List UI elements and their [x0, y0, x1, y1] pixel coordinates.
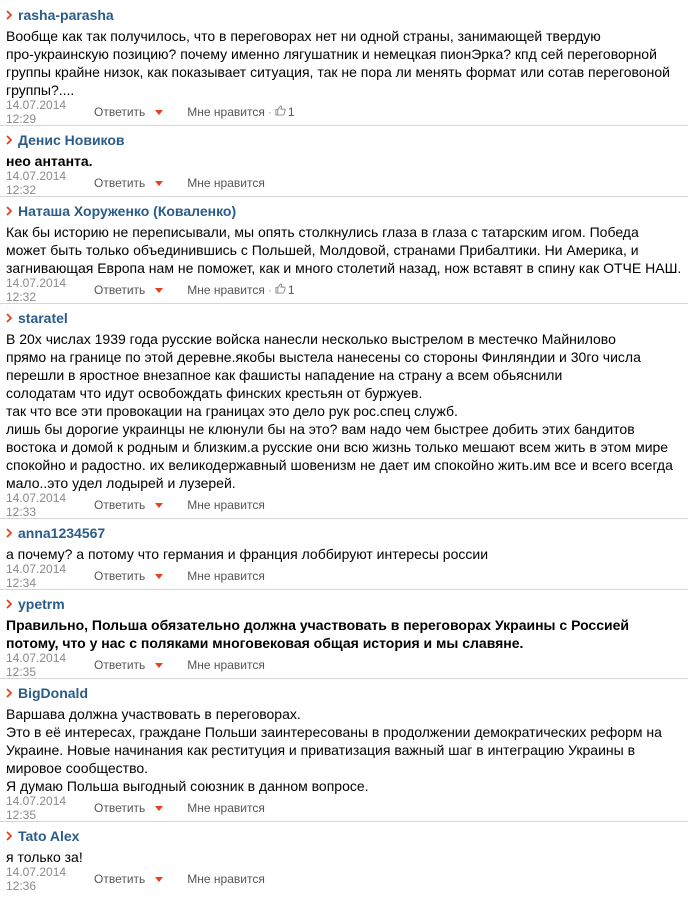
- reply-button[interactable]: Ответить: [94, 801, 146, 815]
- chevron-right-icon: [6, 206, 12, 216]
- chevron-right-icon: [6, 599, 12, 609]
- comment-author[interactable]: Tato Alex: [18, 828, 80, 844]
- like-button[interactable]: Мне нравится: [187, 283, 265, 297]
- like-button[interactable]: Мне нравится: [187, 105, 265, 119]
- chevron-right-icon: [6, 831, 12, 841]
- comment: [0, 518, 688, 590]
- separator-dot: ·: [267, 105, 272, 119]
- comment: [0, 678, 688, 822]
- comment: [0, 821, 688, 893]
- comment-author[interactable]: staratel: [18, 310, 68, 326]
- comment-date: 14.07.2014 12:34: [6, 562, 67, 590]
- comment-text: Как бы историю не переписывали, мы опять столкнулись глаза в глаза с татарским игом. Победа может быть только объединившись с Польшей, Молдовой, странами Прибалтики. Ни Америка, и загнивающая Европа нам не поможет, как и много столетий назад, нож вставят в спину как ОТЧЕ НАШ.: [6, 224, 682, 276]
- caret-down-icon[interactable]: [155, 877, 163, 882]
- like-count: 1: [287, 283, 295, 297]
- comment-author[interactable]: BigDonald: [18, 685, 88, 701]
- comment-date: 14.07.2014 12:33: [6, 491, 67, 519]
- comment-text: нео антанта.: [6, 153, 93, 169]
- comment-date: 14.07.2014 12:36: [6, 865, 67, 893]
- like-button[interactable]: Мне нравится: [187, 498, 265, 512]
- comment-author[interactable]: ypetrm: [18, 596, 65, 612]
- comment-header: [6, 5, 682, 25]
- thumbs-up-icon: [275, 105, 286, 116]
- reply-button[interactable]: Ответить: [94, 872, 146, 886]
- like-count: 1: [287, 105, 295, 119]
- comment-header: [6, 594, 682, 614]
- comment: [0, 303, 688, 519]
- reply-button[interactable]: Ответить: [94, 569, 146, 583]
- comment-meta: [6, 562, 682, 590]
- comment-meta: [6, 169, 682, 197]
- comment-text: Варшава должна участвовать в переговорах. Это в её интересах, граждане Польши заинтересованы в продолжении демократических реформ на Украине. Новые начинания как реституция и приватизация важный шаг в интеграцию Украины в мировое сообщество. Я думаю Польша выгодный союзник в данном вопросе.: [6, 706, 662, 794]
- caret-down-icon[interactable]: [155, 288, 163, 293]
- chevron-right-icon: [6, 688, 12, 698]
- reply-button[interactable]: Ответить: [94, 105, 146, 119]
- caret-down-icon[interactable]: [155, 806, 163, 811]
- comment-date: 14.07.2014 12:35: [6, 651, 67, 679]
- comment-author[interactable]: Наташа Хоруженко (Коваленко): [18, 203, 237, 219]
- comment-author[interactable]: rasha-parasha: [18, 7, 114, 23]
- like-button[interactable]: Мне нравится: [187, 569, 265, 583]
- comment-date: 14.07.2014 12:32: [6, 169, 67, 197]
- comment-date: 14.07.2014 12:29: [6, 98, 67, 126]
- reply-button[interactable]: Ответить: [94, 283, 146, 297]
- caret-down-icon[interactable]: [155, 574, 163, 579]
- like-button[interactable]: Мне нравится: [187, 872, 265, 886]
- comment-header: [6, 308, 682, 328]
- comment-meta: [6, 865, 682, 893]
- reply-button[interactable]: Ответить: [94, 498, 146, 512]
- comment-date: 14.07.2014 12:35: [6, 794, 67, 822]
- comment-header: [6, 201, 682, 221]
- chevron-right-icon: [6, 528, 12, 538]
- thumbs-up-icon: [275, 283, 286, 294]
- like-button[interactable]: Мне нравится: [187, 176, 265, 190]
- comment-text: а почему? а потому что германия и франция лоббируют интересы россии: [6, 546, 489, 562]
- reply-button[interactable]: Ответить: [94, 176, 146, 190]
- separator-dot: ·: [267, 283, 272, 297]
- caret-down-icon[interactable]: [155, 503, 163, 508]
- caret-down-icon[interactable]: [155, 181, 163, 186]
- comment-meta: [6, 651, 682, 679]
- comment-date: 14.07.2014 12:32: [6, 276, 67, 304]
- like-button[interactable]: Мне нравится: [187, 801, 265, 815]
- comment-header: [6, 523, 682, 543]
- reply-button[interactable]: Ответить: [94, 658, 146, 672]
- like-button[interactable]: Мне нравится: [187, 658, 265, 672]
- comment-header: [6, 826, 682, 846]
- comment-text: Правильно, Польша обязательно должна участвовать в переговорах Украины с Россией потому, что у нас с поляками многовековая общая история и мы славяне.: [6, 617, 630, 651]
- chevron-right-icon: [6, 313, 12, 323]
- comment-author[interactable]: Денис Новиков: [18, 132, 125, 148]
- comment-text: я только за!: [6, 849, 83, 865]
- caret-down-icon[interactable]: [155, 110, 163, 115]
- like-count-group: [265, 105, 295, 119]
- comment: [0, 196, 688, 304]
- chevron-right-icon: [6, 135, 12, 145]
- like-count-group: [265, 283, 295, 297]
- comment: [0, 125, 688, 197]
- comment: [0, 589, 688, 679]
- comment-meta: [6, 794, 682, 822]
- comment-meta: [6, 98, 682, 126]
- comment-header: [6, 683, 682, 703]
- comment-author[interactable]: anna1234567: [18, 525, 106, 541]
- comment-text: Вообще как так получилось, что в переговорах нет ни одной страны, занимающей твердую про-украинскую позицию? почему именно лягушатник и немецкая пионЭрка? кпд сей переговорной группы крайне низок, как показывает ситуация, так не пора ли менять формат или сотав переговоной группы?....: [6, 28, 670, 98]
- comment: [0, 2, 688, 126]
- comment-text: В 20х числах 1939 года русские войска нанесли несколько выстрелом в местечко Майнилово прямо на границе по этой деревне.якобы выстела нанесены со стороны Финляндии и 30го числа перешли в яростное внезапное как фашисты нападение на страну а всем обьяснили солодатам что идут освобождать финских крестьян от буржуев. так что все эти провокации на границах это дело рук рос.спец служб. лишь бы дорогие украинцы не клюнули бы на это? вам надо чем быстрее добить этих бандитов востока и домой к родным и близким.а русские они всю жизнь только мешают всем жить в этом мире спокойно и радостно. их великодержавный шовенизм не дает им спокойно жить.им все и всего всегда мало..это удел лодырей и лузерей.: [6, 331, 673, 491]
- chevron-right-icon: [6, 10, 12, 20]
- comment-meta: [6, 491, 682, 519]
- comment-header: [6, 130, 682, 150]
- comment-meta: [6, 276, 682, 304]
- caret-down-icon[interactable]: [155, 663, 163, 668]
